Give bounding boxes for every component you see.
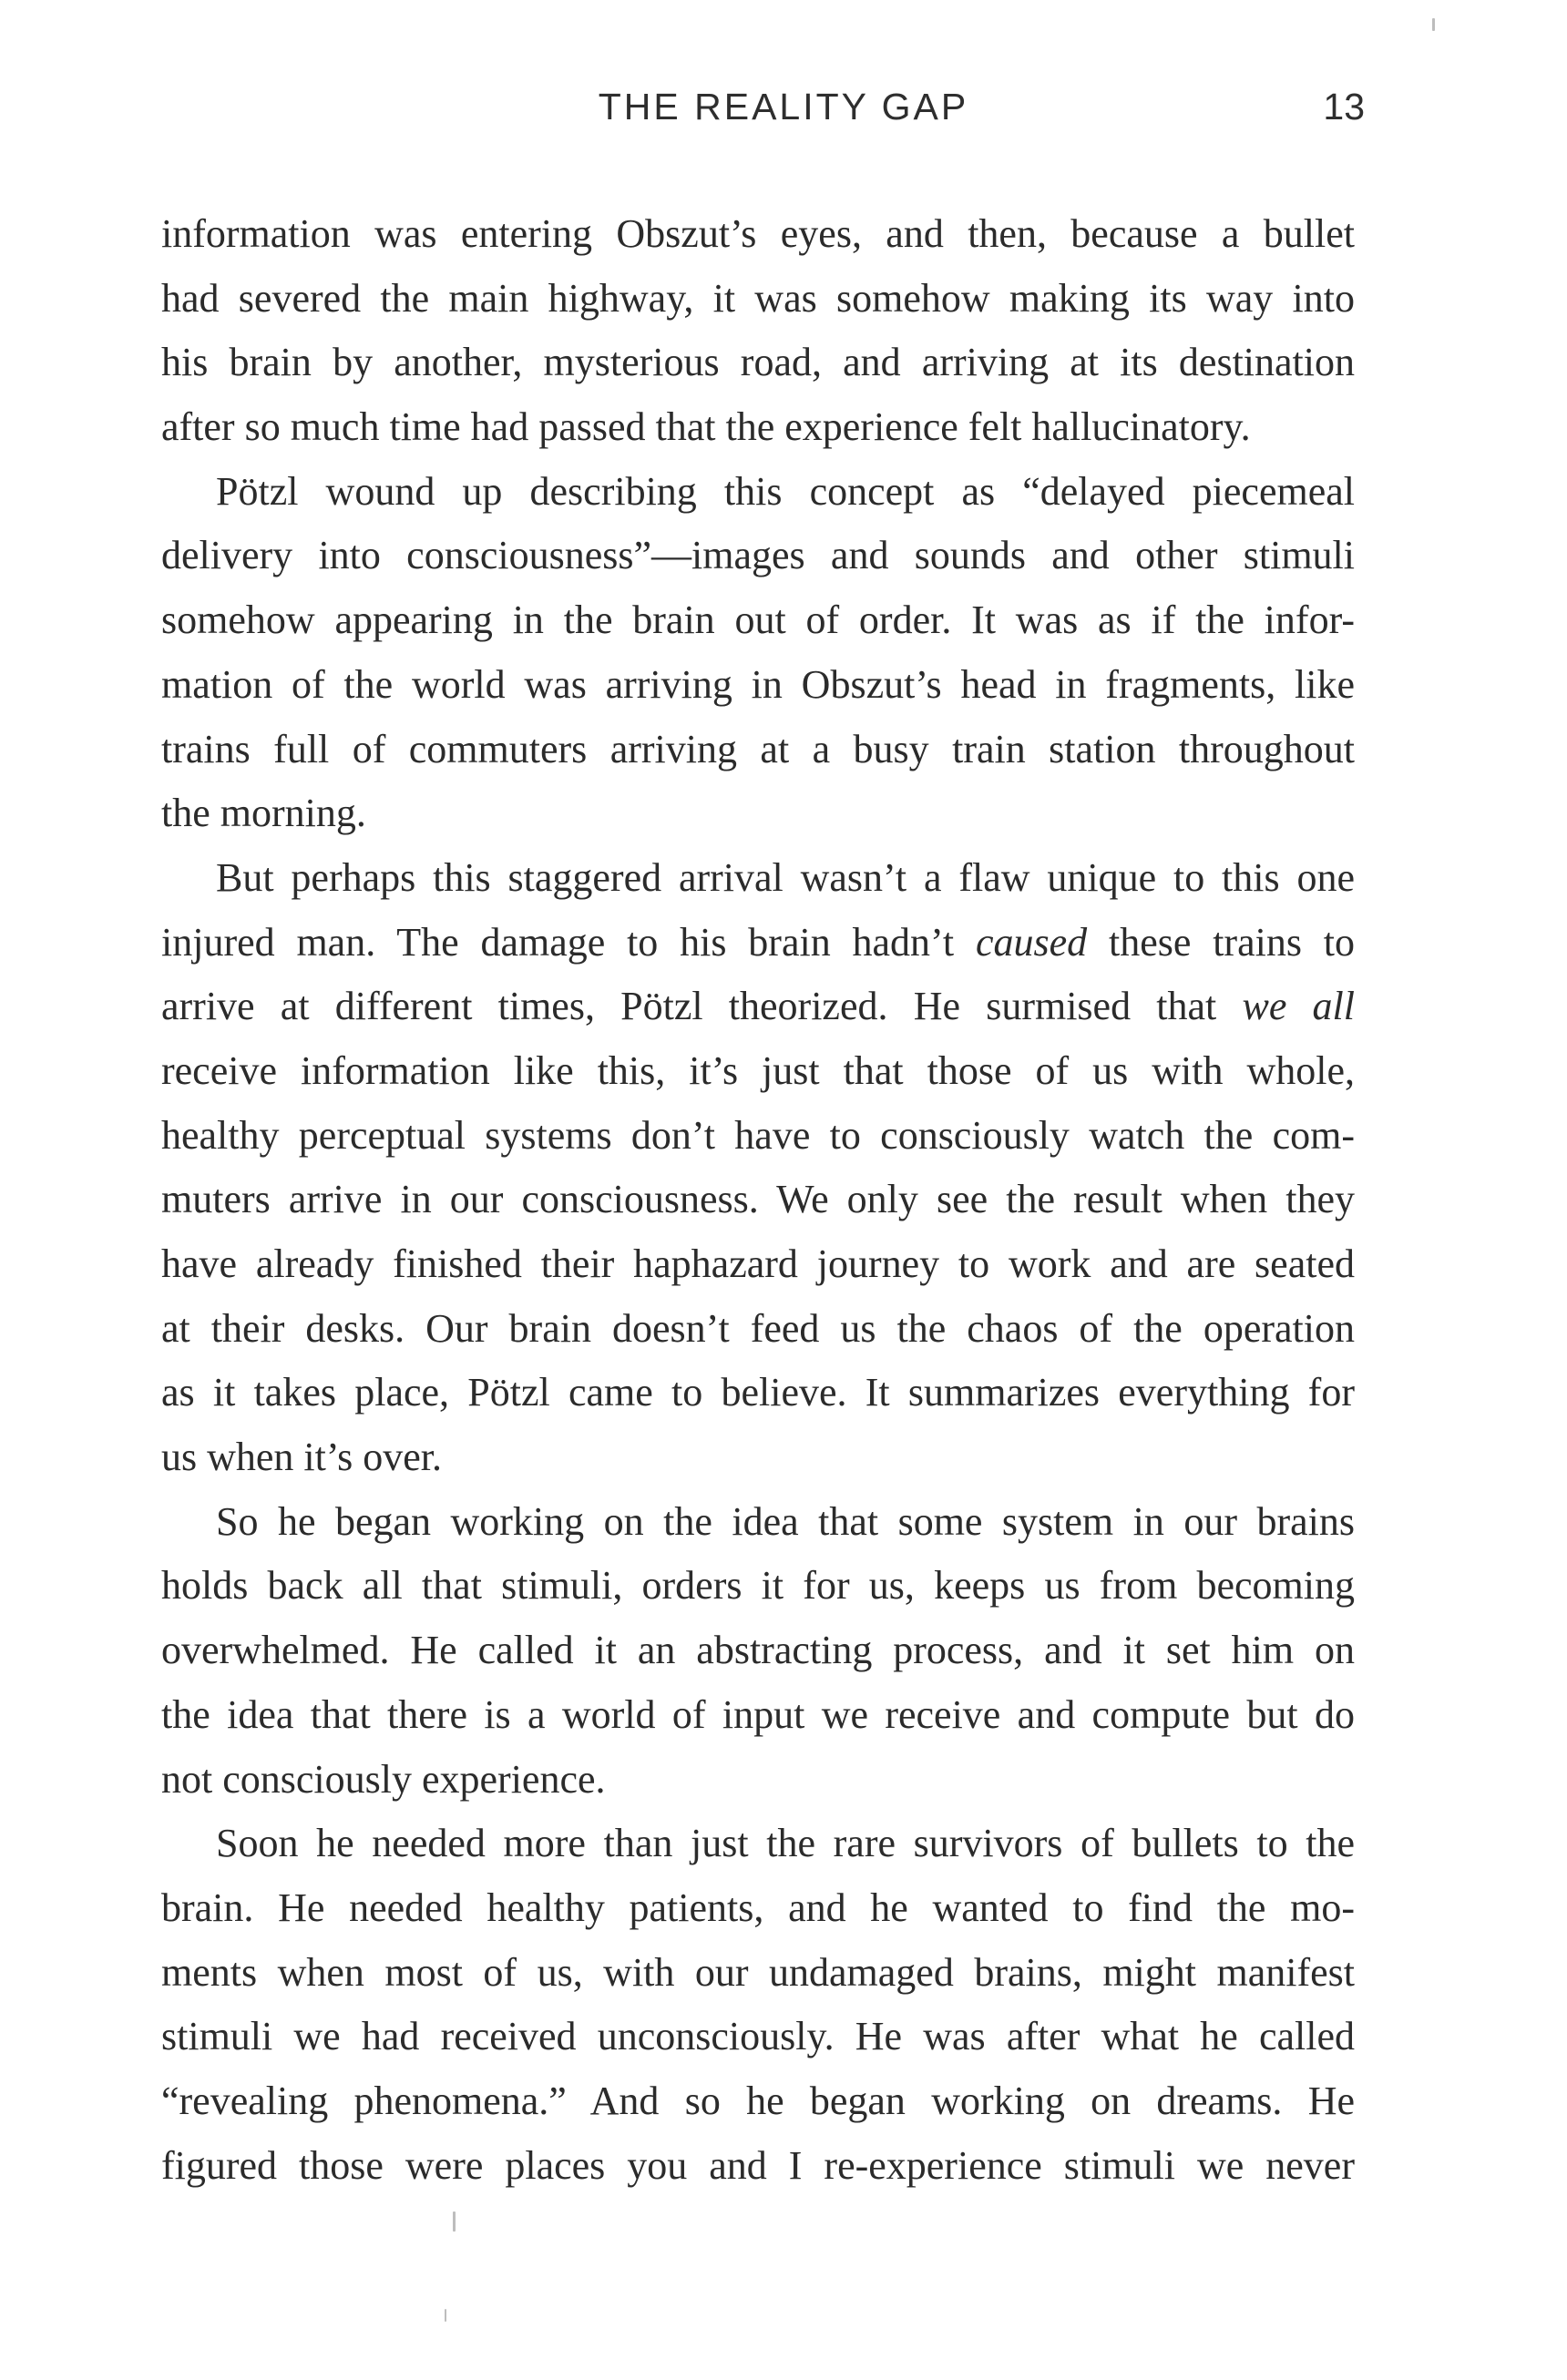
scan-speck bbox=[445, 2309, 446, 2322]
paragraph-4 bbox=[161, 1490, 1355, 1812]
text-line: the idea that there is a world of input we receive and compute but do bbox=[161, 1691, 1355, 1737]
text-line: overwhelmed. He called it an abstracting process, and it set him on bbox=[161, 1628, 1355, 1673]
text-line: holds back all that stimuli, orders it for us, keeps us from becoming bbox=[161, 1563, 1355, 1609]
text-line-with-emphasis bbox=[161, 975, 1355, 1039]
text-line: information was entering Obszut’s eyes, and then, because a bullet bbox=[161, 211, 1355, 256]
text-line: healthy perceptual systems don’t have to consciously watch the com- bbox=[161, 1112, 1355, 1158]
text-line: not consciously experience. bbox=[161, 1756, 606, 1802]
text-line: ments when most of us, with our undamaged brains, might manifest bbox=[161, 1949, 1355, 1995]
text-line: delivery into consciousness”—images and sounds and other stimuli bbox=[161, 533, 1355, 578]
text-line-with-emphasis bbox=[161, 911, 1355, 975]
text-line: brain. He needed healthy patients, and he wanted to find the mo- bbox=[161, 1885, 1355, 1930]
text-line: trains full of commuters arriving at a busy train station throughout bbox=[161, 726, 1355, 771]
text-line: mation of the world was arriving in Obszut’s head in fragments, like bbox=[161, 661, 1355, 707]
paragraph-1 bbox=[161, 202, 1355, 460]
text-line: “revealing phenomena.” And so he began working on dreams. He bbox=[161, 2078, 1355, 2123]
text-line: But perhaps this staggered arrival wasn’t a flaw unique to this one bbox=[216, 854, 1355, 900]
text-segment: these trains to bbox=[1087, 919, 1355, 965]
text-line: Pötzl wound up describing this concept as “delayed piecemeal bbox=[216, 468, 1355, 514]
text-line: Soon he needed more than just the rare survivors of bullets to the bbox=[216, 1821, 1355, 1866]
text-line: somehow appearing in the brain out of order. It was as if the infor- bbox=[161, 598, 1355, 643]
text-line: muters arrive in our consciousness. We only see the result when they bbox=[161, 1177, 1355, 1222]
scan-speck bbox=[453, 2211, 456, 2232]
text-line: had severed the main highway, it was somehow making its way into bbox=[161, 275, 1355, 321]
running-head bbox=[0, 80, 1567, 135]
text-line: So he began working on the idea that some system in our brains bbox=[216, 1498, 1355, 1544]
scan-speck bbox=[1432, 18, 1435, 31]
text-line: receive information like this, it’s just that those of us with whole, bbox=[161, 1047, 1355, 1093]
body-text bbox=[161, 202, 1355, 2198]
text-line: stimuli we had received unconsciously. He was after what he called bbox=[161, 2014, 1355, 2059]
text-line: have already finished their haphazard journey to work and are seated bbox=[161, 1241, 1355, 1286]
paragraph-2 bbox=[161, 460, 1355, 846]
emphasis-we-all: we all bbox=[1242, 984, 1355, 1029]
text-line: us when it’s over. bbox=[161, 1435, 442, 1480]
text-segment: arrive at different times, Pötzl theorized. He surmised that bbox=[161, 984, 1243, 1029]
text-line: after so much time had passed that the experience felt hallucinatory. bbox=[161, 404, 1251, 450]
page-number: 13 bbox=[1323, 86, 1365, 128]
paragraph-5 bbox=[161, 1812, 1355, 2198]
text-segment: injured man. The damage to his brain hadn’t bbox=[161, 919, 976, 965]
text-line: the morning. bbox=[161, 791, 366, 836]
text-line: as it takes place, Pötzl came to believe. It summarizes everything for bbox=[161, 1370, 1355, 1415]
text-line: at their desks. Our brain doesn’t feed us the chaos of the operation bbox=[161, 1305, 1355, 1351]
emphasis-caused: caused bbox=[975, 919, 1088, 965]
text-line: his brain by another, mysterious road, and arriving at its destination bbox=[161, 340, 1355, 385]
text-line: figured those were places you and I re-experience stimuli we never bbox=[161, 2142, 1355, 2188]
paragraph-3 bbox=[161, 846, 1355, 1490]
running-title: THE REALITY GAP bbox=[598, 86, 969, 128]
